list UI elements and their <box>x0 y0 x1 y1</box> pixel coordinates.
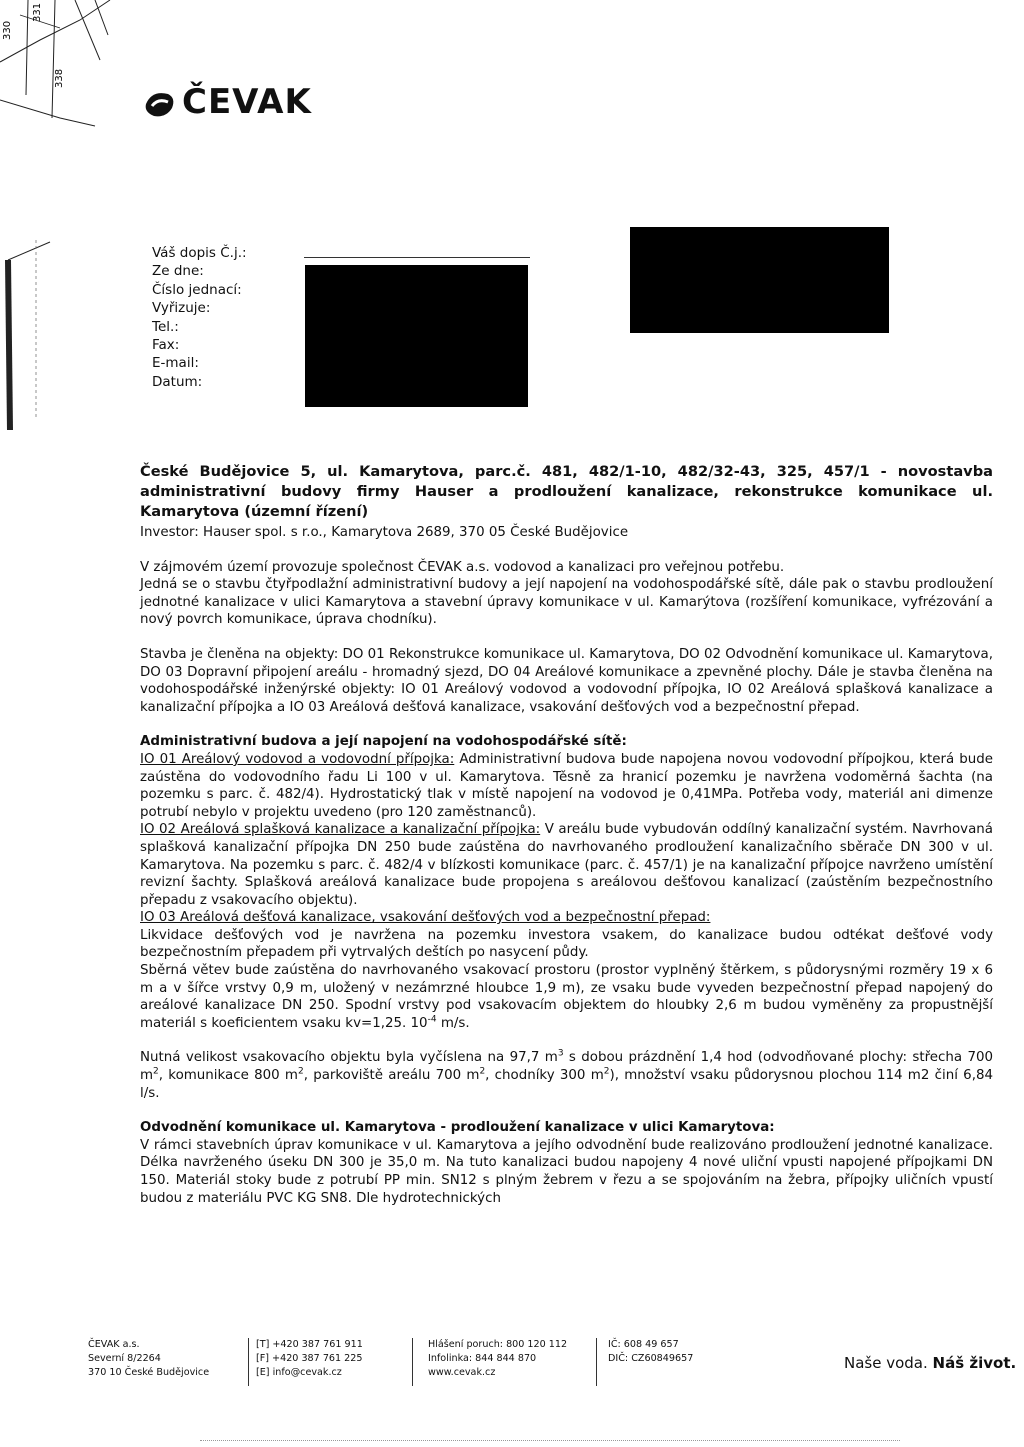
parcel-number: 331 <box>32 2 43 22</box>
map-edge-fragment <box>0 230 60 430</box>
footer-line: IČ: 608 49 657 <box>608 1339 679 1350</box>
water-drop-icon <box>142 84 178 120</box>
footer-divider <box>248 1338 249 1386</box>
footer-ids <box>608 1338 693 1366</box>
footer-line: ČEVAK a.s. <box>88 1339 140 1350</box>
text: s dobou prázdnění 1,4 hod (odvodňované plochy: střecha 700 m <box>140 1050 994 1084</box>
item-heading: IO 01 Areálový vodovod a vodovodní přípojka: <box>140 751 455 767</box>
paragraph: V zájmovém území provozuje společnost ČEVAK a.s. vodovod a kanalizaci pro veřejnou potřebu. <box>140 559 785 575</box>
footer-divider <box>596 1338 597 1386</box>
investor-line: Investor: Hauser spol. s r.o., Kamarytova 2689, 370 05 České Budějovice <box>140 525 629 540</box>
paragraph: Stavba je členěna na objekty: DO 01 Rekonstrukce komunikace ul. Kamarytova, DO 02 Odvodnění komunikace ul. Kamarytova, DO 03 Dopravní připojení areálu - hromadný sjezd, DO 04 Areálové komunikace a zpevněné plochy. Dále je stavba členěna na vodohospodářské inženýrské objekty: IO 01 Areálový vodovod a vodovodní přípojka, IO 02 Areálová splašková kanalizace a kanalizační přípojka a IO 03 Areálová dešťová kanalizace, vsakování dešťových vod a bezpečnostní přepad. <box>140 646 993 715</box>
exponent: 2 <box>603 1066 610 1077</box>
text: ), množství vsaku půdorysnou plochou 114 m2 činí 6,84 l/s. <box>140 1068 993 1101</box>
footer-line: [F] +420 387 761 225 <box>256 1353 363 1364</box>
logo-text: ČEVAK <box>182 82 312 122</box>
paragraph-io01 <box>140 751 993 821</box>
text: m/s. <box>436 1015 470 1031</box>
footer <box>88 1338 1024 1398</box>
text: Sběrná větev bude zaústěna do navrhovaného vsakovací prostoru (prostor vyplněný štěrkem, s půdorysnými rozměry 19 x 6 m a v šířce vrstvy 0,9 m, uložený v nezámrzné hloubce 1,9 m), ze vsaku bude vyveden bezpečnostní přepad napojený do areálové kanalizace DN 250. Spodní vrstvy pod vsakovacím objektem do hloubky 2,6 m budou vyměněny za propustnější materiál s koeficientem vsaku kv=1,25. 10 <box>140 963 993 1031</box>
scan-edge-line <box>200 1440 900 1441</box>
ref-label: Vyřizuje: <box>152 300 211 317</box>
paragraph: V rámci stavebních úprav komunikace v ul. Kamarytova a jejího odvodnění bude realizováno prodloužení jednotné kanalizace. Délka navrženého úseku DN 300 je 35,0 m. Na tuto kanalizaci budou napojeny 4 nové uliční vpusti napojené přípojkami DN 150. Materiál stoky bude z potrubí PP min. SN12 s plným žebrem v řezu a se spojováním na žebra, přípojky uličních vpustí budou z materiálu PVC KG SN8. Dle hydrotechnických <box>140 1137 993 1206</box>
slogan-part: Naše voda. <box>844 1354 928 1372</box>
footer-line: Severní 8/2264 <box>88 1353 161 1364</box>
cevak-logo <box>142 82 312 122</box>
ref-label: Ze dne: <box>152 263 204 280</box>
ref-label: Váš dopis Č.j.: <box>152 245 247 261</box>
redaction-block <box>630 227 889 333</box>
paragraph: Likvidace dešťových vod je navržena na pozemku investora vsakem, do kanalizace budou odtékat dešťové vody bezpečnostním přepadem při vytrvalých deštích po nasycení půdy. <box>140 927 993 961</box>
section-heading: Odvodnění komunikace ul. Kamarytova - prodloužení kanalizace v ulici Kamarytova: <box>140 1120 775 1136</box>
ref-label: Číslo jednací: <box>152 281 242 298</box>
footer-line: Infolinka: 844 844 870 <box>428 1353 537 1364</box>
parcel-number: 330 <box>2 20 13 40</box>
ref-label: E-mail: <box>152 355 199 372</box>
parcel-number: 338 <box>54 68 65 88</box>
footer-line: [E] info@cevak.cz <box>256 1367 342 1378</box>
text: Nutná velikost vsakovacího objektu byla vyčíslena na 97,7 m <box>140 1050 558 1066</box>
footer-line: DIČ: CZ60849657 <box>608 1353 694 1364</box>
footer-line: www.cevak.cz <box>428 1367 496 1378</box>
footer-line: Hlášení poruch: 800 120 112 <box>428 1339 568 1350</box>
text: , komunikace 800 m <box>158 1068 298 1084</box>
ref-label: Fax: <box>152 337 180 354</box>
exponent: -4 <box>427 1014 437 1025</box>
letter-body <box>140 462 993 1207</box>
cadastral-map-fragment <box>0 0 160 140</box>
ref-label: Datum: <box>152 373 203 390</box>
exponent: 2 <box>153 1066 159 1077</box>
ref-label: Tel.: <box>152 318 179 335</box>
footer-contacts <box>256 1338 363 1380</box>
footer-line: [T] +420 387 761 911 <box>256 1339 363 1350</box>
subject-title: České Budějovice 5, ul. Kamarytova, parc.č. 481, 482/1-10, 482/32-43, 325, 457/1 - novostavba administrativní budovy firmy Hauser a prodloužení kanalizace, rekonstrukce komunikace ul. Kamarytova (územní řízení) <box>140 463 993 520</box>
exponent: 2 <box>297 1066 304 1077</box>
paragraph-objem <box>140 1049 993 1102</box>
section-heading: Administrativní budova a její napojení na vodohospodářské sítě: <box>140 734 627 750</box>
redaction-block <box>305 265 528 407</box>
footer-divider <box>412 1338 413 1386</box>
item-text: Administrativní budova bude napojena novou vodovodní přípojkou, která bude zaústěna do vodovodního řadu Li 100 v ul. Kamarytova. Těsně za hranicí pozemku je navržena vodoměrná šachta (na pozemku s parc. č. 482/4). Hydrostatický tlak v místě napojení na vodovod je 0,41MPa. Potřeba vody, materiál ani dimenze potrubí nebylo v projektu uvedeno (pro 120 zaměstnanců). <box>140 751 993 820</box>
item-heading: IO 02 Areálová splašková kanalizace a kanalizační přípojka: <box>140 822 541 838</box>
reference-underline <box>304 257 530 258</box>
item-text: V areálu bude vybudován oddílný kanalizační systém. Navrhovaná splašková kanalizační přípojka DN 250 bude zaústěna do navrhovaného prodloužení kanalizačního sběrače DN 300 v ul. Kamarytova. Na pozemku s parc. č. 482/4 v blízkosti komunikace (parc. č. 457/1) je na kanalizační přípojce navrženo umístění revizní šachty. Splašková areálová kanalizace bude propojena s areálovou dešťovou kanalizací (zaústěním bezpečnostního přepadu z vsakovacího objektu). <box>140 822 993 908</box>
footer-company <box>88 1338 209 1380</box>
paragraph-io02 <box>140 821 993 909</box>
footer-service <box>428 1338 567 1380</box>
footer-slogan <box>844 1356 1016 1370</box>
paragraph: Jedná se o stavbu čtyřpodlažní administrativní budovy a její napojení na vodohospodářské sítě, dále pak o stavbu prodloužení jednotné kanalizace v ulici Kamarytova a stavební úpravy komunikace v ul. Kamarýtova (rozšíření komunikace, vyfrézování a nový povrch komunikace, úprava chodníku). <box>140 577 993 628</box>
text: , chodníky 300 m <box>485 1068 604 1084</box>
text: , parkoviště areálu 700 m <box>303 1068 480 1084</box>
footer-line: 370 10 České Budějovice <box>88 1367 210 1378</box>
paragraph-sberna <box>140 962 993 1032</box>
exponent: 3 <box>557 1048 564 1059</box>
exponent: 2 <box>479 1066 486 1077</box>
reference-labels <box>152 244 247 391</box>
slogan-part: Náš život. <box>932 1354 1017 1372</box>
item-heading: IO 03 Areálová dešťová kanalizace, vsakování dešťových vod a bezpečnostní přepad: <box>140 910 711 926</box>
